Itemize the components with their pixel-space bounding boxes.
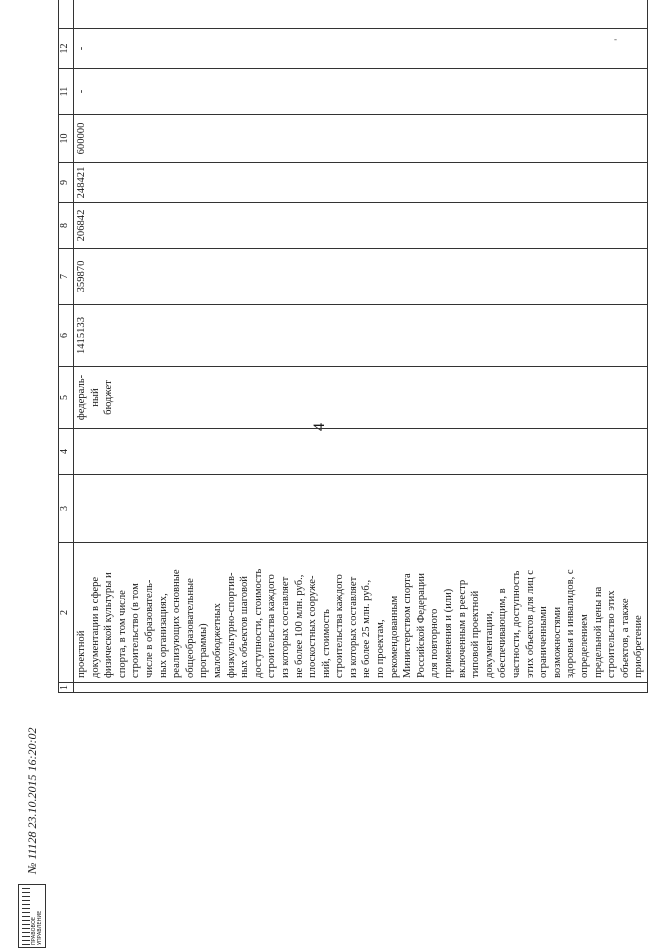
col-header-7: 7 <box>59 249 74 305</box>
column-number-row <box>59 0 74 693</box>
cell-amount-col8: 206842 <box>74 203 648 249</box>
cell-c1 <box>74 683 648 693</box>
cell-funding-source: федераль- ный бюджет <box>74 367 648 429</box>
col-header-12: 12 <box>59 29 74 69</box>
barcode-icon <box>22 887 30 945</box>
cell-amount-col9: 248421 <box>74 163 648 203</box>
barcode-stamp <box>18 884 46 948</box>
registration-stamp-text: № 11128 23.10.2015 16:20:02 <box>24 727 39 874</box>
col-header-3: 3 <box>59 475 74 543</box>
page-number: 4 <box>311 423 328 431</box>
col-header-6: 6 <box>59 305 74 367</box>
cell-amount-col10: 600000 <box>74 115 648 163</box>
stamp-caption: ПРАВОВОЕ УПРАВЛЕНИЕ <box>31 910 43 945</box>
margin-mark: - <box>614 34 617 44</box>
col-header-10: 10 <box>59 115 74 163</box>
table-container <box>58 24 645 693</box>
col-header-8: 8 <box>59 203 74 249</box>
cell-col11: - <box>74 69 648 115</box>
cell-amount-col7: 359870 <box>74 249 648 305</box>
col-header-1: 1 <box>59 683 74 693</box>
col-header-9: 9 <box>59 163 74 203</box>
cell-total-amount: 1415133 <box>74 305 648 367</box>
col-header-4: 4 <box>59 429 74 475</box>
col-header-11: 11 <box>59 69 74 115</box>
cell-col13 <box>74 0 648 29</box>
cell-c3 <box>74 475 648 543</box>
cell-col12: - <box>74 29 648 69</box>
table-row <box>74 0 648 693</box>
col-header-5: 5 <box>59 367 74 429</box>
cell-c4 <box>74 429 648 475</box>
rotated-table <box>58 24 645 693</box>
document-footer <box>14 658 50 948</box>
cell-description: проектной документации в сфере физической культуры и спорта, в том числе строительство (в том числе в образователь- ных организациях, реализующих основные общеобразовательные программы) малобюджетных физкультурно-спортив- ных объектов шаговой доступности, стоимость строительства каждого из которых составляет не более 100 млн. руб., плоскостных сооруже- ний, стоимость строительства каждого из которых составляет не более 25 млн. руб., по проектам, рекомендованным Министерством спорта Российской Федерации для повторного применения и (или) включенным в реестр типовой проектной документации, обеспечивающим, в частности, доступность этих объектов для лиц с ограниченными возможностями здоровья и инвалидов, с определением предельной цены на строительство этих объектов, а также приобретение <box>74 543 648 683</box>
col-header-13 <box>59 0 74 29</box>
col-header-2: 2 <box>59 543 74 683</box>
program-funding-table <box>58 0 648 693</box>
